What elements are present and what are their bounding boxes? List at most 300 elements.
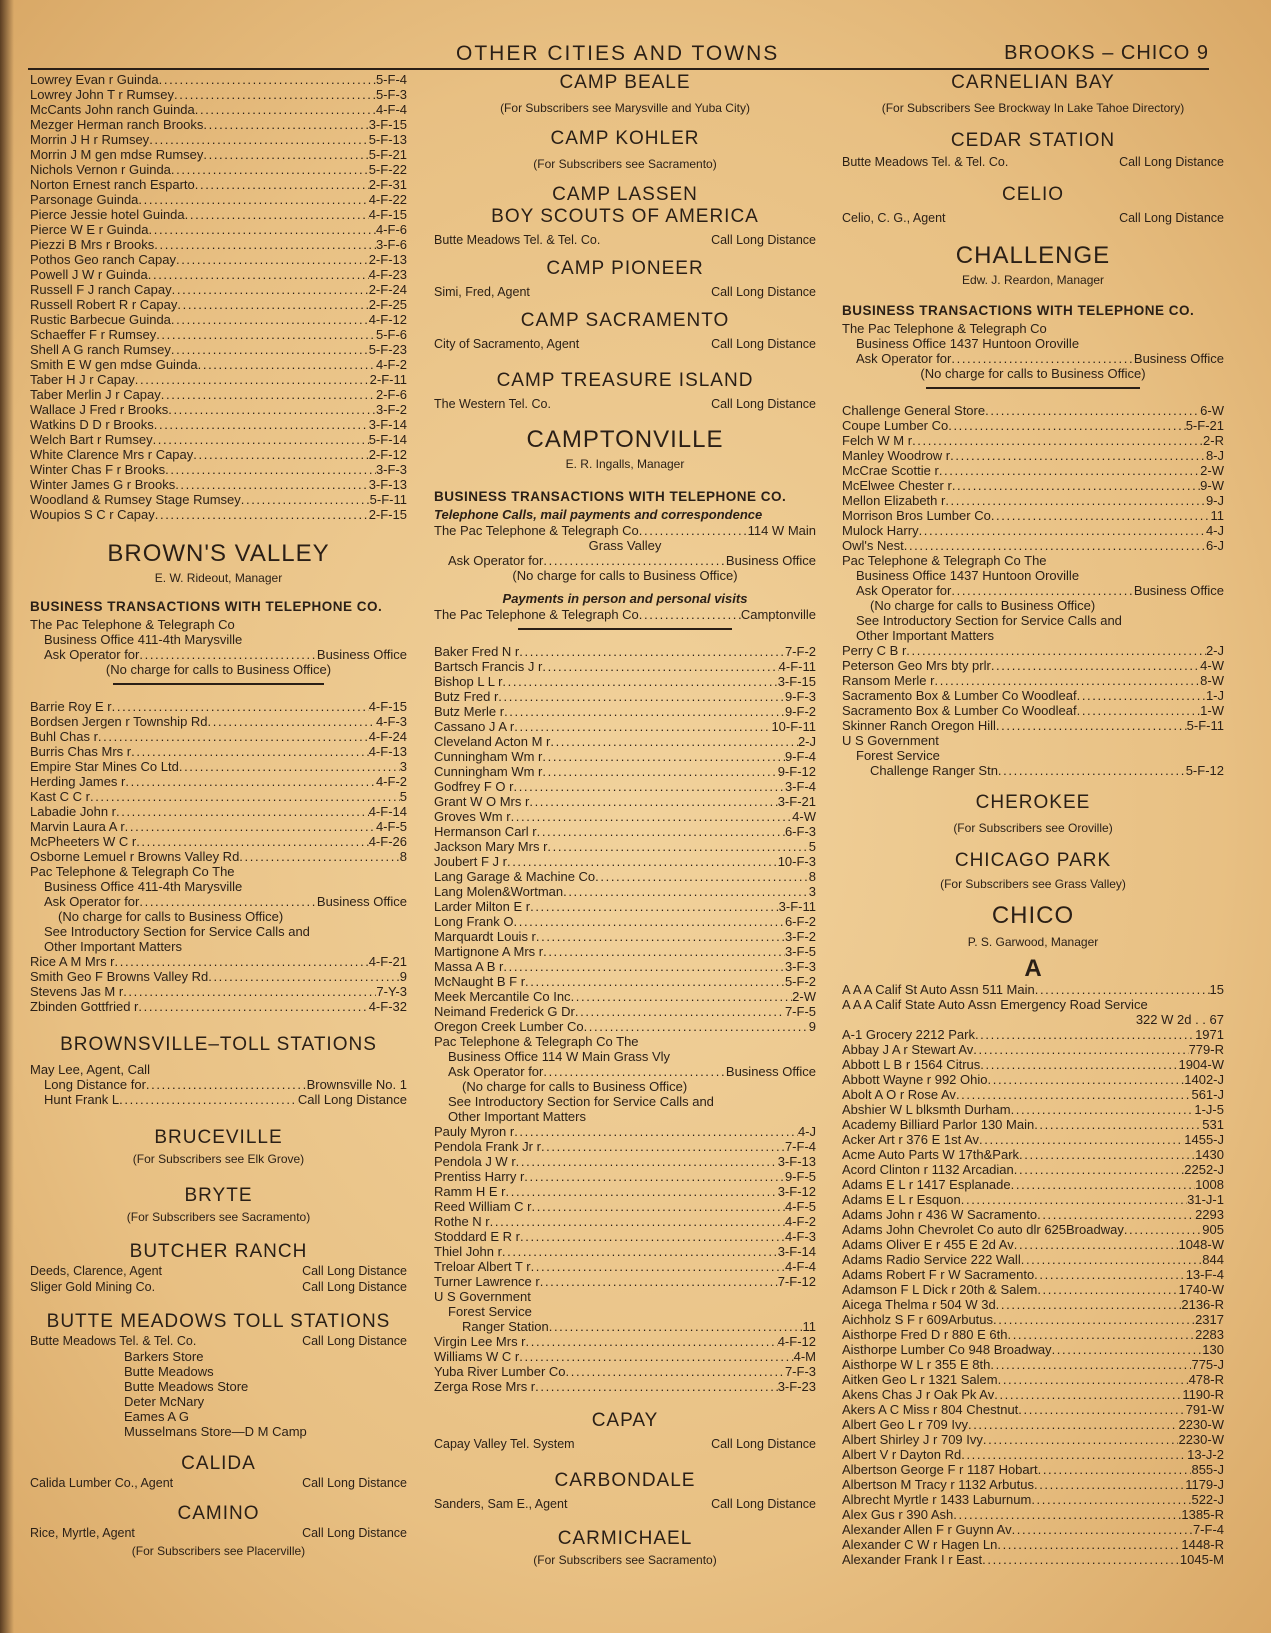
station-item: Barkers Store [124,1349,204,1364]
town-heading-challenge: CHALLENGE [955,242,1111,269]
listing-number: 5-F-22 [368,162,407,177]
listing-row [842,463,1224,478]
listing-row [434,1004,816,1019]
listing-row [434,1124,816,1139]
listing-row [842,433,1224,448]
listing-row [842,1372,1224,1387]
listing-number: 7-Y-3 [376,984,407,999]
listing-number: 4-F-6 [375,222,407,237]
listing-number: 3-F-2 [784,929,816,944]
listing-number: 2293 [1195,1207,1224,1222]
listing-name: Bordsen Jergen r Township Rd [30,714,208,729]
listing-row [842,643,1224,658]
ask-operator-row: Ask Operator for . . . Business Office [842,583,1224,598]
listing-number: 31-J-1 [1187,1192,1224,1207]
listing-number: 1008 [1195,1177,1224,1192]
listing-row [842,1327,1224,1342]
company-line: Pac Telephone & Telegraph Co The [434,1034,639,1049]
listing-number: 5-F-13 [368,132,407,147]
listing-row [434,1214,816,1229]
town-heading-brownsville: BROWNSVILLE–TOLL STATIONS [60,1034,377,1055]
listing-name: Aisthorpe Lumber Co 948 Broadway [842,1342,1052,1357]
listing-row [842,1297,1224,1312]
listing-row [842,1117,1224,1132]
leader-dots [195,177,369,192]
challenge-listings-2 [842,643,1224,733]
listing-row [434,1334,816,1349]
leader-dots [584,1019,809,1034]
listing-number: 4-F-15 [368,699,407,714]
company-row: The Pac Telephone & Telegraph Co . . . Camptonville [434,607,816,622]
leader-dots [131,744,369,759]
listing-name: Osborne Lemuel r Browns Valley Rd [30,849,240,864]
leader-dots [198,357,376,372]
header-page-range: BROOKS – CHICO 9 [1004,42,1209,64]
listing-row [842,1552,1224,1567]
divider [518,628,732,630]
listing-name: Adams John Chevrolet Co auto dlr 625Broadway [842,1222,1124,1237]
listing-name: Treloar Albert T r [434,1259,531,1274]
listing-row [434,869,816,884]
see-intro-line: Other Important Matters [44,939,182,954]
listing-name: Albert Geo L r 709 Ivy [842,1417,968,1432]
listing-row [30,804,407,819]
listing-name: Buhl Chas r [30,729,98,744]
listing-row [434,794,816,809]
listing-row [434,674,816,689]
letter-heading: A [1024,955,1042,982]
camptonville-listings-2 [434,1124,816,1289]
listing-number: 9-W [1200,478,1224,493]
listing-name: Joubert F J r [434,854,507,869]
leader-dots [149,132,369,147]
listing-number: 9 [399,969,407,984]
listing-row [842,1102,1224,1117]
listing-name: Taber Merlin J r Capay [30,387,161,402]
listing-row [434,749,816,764]
town-heading-camp-kohler: CAMP KOHLER [550,128,700,149]
listing-number: 3 [808,884,816,899]
leader-dots [939,463,1200,478]
listing-row [842,1387,1224,1402]
listing-row [30,402,407,417]
leader-dots [904,538,1206,553]
listing-row [30,147,407,162]
leader-dots [980,1057,1178,1072]
listing-name: Academy Billiard Parlor 130 Main [842,1117,1035,1132]
listing-name: Pierce W E r Guinda [30,222,149,237]
listing-name: Adams Radio Service 222 Wall [842,1252,1021,1267]
ask-operator-row: Ask Operator for . . . Business Office [30,894,407,909]
listing-number: 5-F-21 [368,147,407,162]
listing-row [30,969,407,984]
agent-row: The Western Tel. Co. Call Long Distance [434,397,816,411]
listing-row [434,914,816,929]
listing-row [434,809,816,824]
listing-number: 1-J [1205,688,1224,703]
listing-name: McCrae Scottie r [842,463,939,478]
listing-row [842,1447,1224,1462]
listing-row [30,462,407,477]
leader-dots [179,759,400,774]
listing-name: White Clarence Mrs r Capay [30,447,194,462]
subscriber-note: (For Subscribers see Oroville) [953,821,1113,835]
town-heading-bryte: BRYTE [184,1185,253,1206]
listing-number: 4-F-2 [375,357,407,372]
listing-number: 3-F-3 [375,462,407,477]
subscriber-note: (For Subscribers see Sacramento) [126,1210,311,1224]
subscriber-note: (For Subscribers See Brockway In Lake Tahoe Directory) [881,101,1185,115]
listing-number: 4-F-5 [375,819,407,834]
listing-name: Russell Robert R r Capay [30,297,178,312]
leader-dots [535,1379,778,1394]
leader-dots [1034,1117,1202,1132]
leader-dots [135,372,370,387]
listing-name: McNaught B F r [434,974,526,989]
subscriber-note: (For Subscribers see Elk Grove) [132,1152,305,1166]
listing-number: 5-F-2 [784,974,816,989]
listing-row [30,834,407,849]
listing-row [434,764,816,779]
no-charge-note: (No charge for calls to Business Office) [870,598,1096,613]
ask-operator-row: Ask Operator for . . . Business Office [30,647,407,662]
listing-name: Sacramento Box & Lumber Co Woodleaf [842,703,1077,718]
listing-number: 2252-J [1184,1162,1224,1177]
no-charge-note: (No charge for calls to Business Office) [105,662,332,677]
listing-number: 1740-W [1178,1282,1224,1297]
business-office-line: Business Office 411-4th Marysville [44,632,243,647]
agent-row: Rice, Myrtle, Agent Call Long Distance [30,1526,407,1540]
listing-number: 2-J [1205,643,1224,658]
leader-dots [116,804,369,819]
listing-number: 1455-J [1184,1132,1224,1147]
listing-row [842,1192,1224,1207]
listing-number: 1402-J [1184,1072,1224,1087]
listing-row [434,929,816,944]
leader-dots [945,493,1206,508]
listing-name: Rothe N r [434,1214,490,1229]
listing-row [434,899,816,914]
listing-name: Abbott L B r 1564 Citrus [842,1057,981,1072]
listing-number: 7-F-12 [777,1274,816,1289]
see-intro-line: Other Important Matters [448,1109,586,1124]
listing-name: Smith Geo F Browns Valley Rd [30,969,209,984]
leader-dots [507,854,778,869]
town-heading-camp-sacramento: CAMP SACRAMENTO [520,310,730,331]
leader-dots [563,884,809,899]
listing-row [434,989,816,1004]
listing-name: Adams E L r Esquon [842,1192,961,1207]
town-heading-camp-treasure-island: CAMP TREASURE ISLAND [496,370,754,391]
town-heading-chicago-park: CHICAGO PARK [954,850,1112,871]
listing-number: 4-F-23 [368,267,407,282]
leader-dots [156,327,376,342]
listing-row [30,207,407,222]
leader-dots [193,447,368,462]
station-item: Butte Meadows Store [124,1379,249,1394]
listing-number: 905 [1202,1222,1224,1237]
leader-dots [514,914,785,929]
listing-name: Acme Auto Parts W 17th&Park [842,1147,1020,1162]
leader-dots [961,1192,1187,1207]
listing-name: Smith E W gen mdse Guinda [30,357,198,372]
listing-name: Winter Chas F r Brooks [30,462,166,477]
listing-number: 3-F-23 [777,1379,816,1394]
leader-dots [973,1042,1188,1057]
listing-row [30,342,407,357]
leader-dots [112,699,369,714]
listing-row [842,703,1224,718]
listing-row [842,1237,1224,1252]
leader-dots [148,267,369,282]
page-header [28,38,1209,70]
listing-name: Mulock Harry [842,523,919,538]
listing-row [842,1417,1224,1432]
business-office-line: Business Office 411-4th Marysville [44,879,243,894]
listing-name: Williams W C r [434,1349,520,1364]
business-office-line: Business Office 114 W Main Grass Vly [448,1049,671,1064]
listing-number: 4-F-15 [368,207,407,222]
listing-name: Labadie John r [30,804,117,819]
leader-dots [161,387,376,402]
leader-dots [1037,1282,1178,1297]
listing-number: 4-F-11 [778,659,816,674]
listing-name: McElwee Chester r [842,478,952,493]
listing-number: 2-F-12 [368,447,407,462]
listing-row [842,1162,1224,1177]
listing-row [30,357,407,372]
listing-number: 1045-M [1179,1552,1224,1567]
listing-name: Pendola Frank Jr r [434,1139,541,1154]
listing-name: Norton Ernest ranch Esparto [30,177,195,192]
leader-dots [961,1447,1187,1462]
leader-dots [1077,703,1201,718]
leader-dots [1124,1222,1202,1237]
leader-dots [1011,1177,1195,1192]
listing-row [434,824,816,839]
listing-name: Mezger Herman ranch Brooks [30,117,204,132]
leader-dots [994,1387,1182,1402]
listing-number: 9 [808,1019,816,1034]
listing-row [30,297,407,312]
listing-name: Marvin Laura A r [30,819,125,834]
listing-name: Stevens Jas M r [30,984,124,999]
listing-name: Acord Clinton r 1132 Arcadian [842,1162,1014,1177]
leader-dots [159,72,376,87]
leader-dots [171,162,369,177]
listing-name: Aicega Thelma r 504 W 3d [842,1297,996,1312]
listing-name: Lang Garage & Machine Co [434,869,596,884]
listing-row [30,282,407,297]
leader-dots [991,508,1211,523]
town-heading-carmichael: CARMICHAEL [557,1528,693,1549]
listing-number: 13-J-2 [1187,1447,1224,1462]
listing-number: 3-F-6 [375,237,407,252]
listing-row [30,729,407,744]
ask-operator-row: Ask Operator for . . . Business Office [434,1064,816,1079]
listing-row [842,403,1224,418]
listing-name: Herding James r [30,774,126,789]
listing-row [30,699,407,714]
listing-row [30,984,407,999]
listing-number: 7-F-4 [784,1139,816,1154]
listing-number: 5-F-21 [1185,418,1224,433]
listing-row [30,417,407,432]
leader-dots [948,418,1185,433]
ranger-station-row: Challenge Ranger Stn . . . 5-F-12 [842,763,1224,778]
listing-name: Prentiss Harry r [434,1169,525,1184]
listing-number: 9-F-2 [784,704,816,719]
listing-number: 3-F-3 [784,959,816,974]
listing-name: Empire Star Mines Co Ltd [30,759,179,774]
leader-dots [1007,1327,1195,1342]
listing-number: 8-W [1200,673,1224,688]
listing-row [842,1507,1224,1522]
listing-number: 4-F-3 [375,714,407,729]
leader-dots [519,1349,793,1364]
subscriber-note: (For Subscribers see Sacramento) [533,157,717,171]
leader-dots [203,147,368,162]
leader-dots [171,342,369,357]
leader-dots [513,779,784,794]
listing-name: Oregon Creek Lumber Co [434,1019,584,1034]
listing-name: Massa A B r [434,959,504,974]
listing-name: Adams E L r 1417 Esplanade [842,1177,1011,1192]
leader-dots [502,1244,778,1259]
listing-name: Baker Fred N r [434,644,520,659]
no-charge-note: (No charge for calls to Business Office) [512,568,738,583]
leader-dots [520,1229,785,1244]
listing-name: Watkins D D r Brooks [30,417,154,432]
listing-row [30,507,407,522]
listing-name: Perry C B r [842,643,907,658]
leader-dots [952,478,1200,493]
listing-row [842,1207,1224,1222]
listing-row [842,1402,1224,1417]
town-heading-cedar-station: CEDAR STATION [950,130,1116,151]
listing-name: Akers A C Miss r 804 Chestnut [842,1402,1019,1417]
leader-dots [519,644,785,659]
town-heading-camino: CAMINO [177,1503,260,1524]
listing-row [30,372,407,387]
listing-number: 2-J [797,734,816,749]
listing-number: 2230-W [1178,1417,1224,1432]
town-heading-camp-lassen: CAMP LASSEN [552,184,698,205]
listing-name: Manley Woodrow r [842,448,951,463]
leader-dots [1038,1462,1192,1477]
town-heading-carbondale: CARBONDALE [554,1470,696,1491]
listing-name: Sacramento Box & Lumber Co Woodleaf [842,688,1077,703]
listing-name: Cunningham Wm r [434,764,543,779]
listing-number: 3 [399,759,407,774]
listing-name: Adamson F L Dick r 20th & Salem [842,1282,1038,1297]
challenge-listings [842,403,1224,553]
listing-row [842,1057,1224,1072]
listing-number: 561-J [1191,1087,1224,1102]
leader-dots [498,689,785,704]
leader-dots [90,789,400,804]
town-heading-cherokee: CHEROKEE [975,792,1091,813]
town-manager: E. W. Rideout, Manager [154,571,283,585]
town-heading-celio: CELIO [1001,184,1065,205]
leader-dots [168,402,376,417]
listing-name: Peterson Geo Mrs bty prlr [842,658,991,673]
listing-row [434,1199,816,1214]
listing-name: Turner Lawrence r [434,1274,540,1289]
listing-number: 4-F-22 [368,192,407,207]
listing-number: 2-F-13 [368,252,407,267]
agent-row: Butte Meadows Tel. & Tel. Co. Call Long Distance [434,233,816,247]
leader-dots [540,1274,778,1289]
leader-dots [524,1169,785,1184]
listing-number: 3-F-12 [777,1184,816,1199]
leader-dots [98,729,369,744]
listing-number: 1190-R [1182,1387,1224,1402]
see-intro-line: Other Important Matters [856,628,994,643]
listing-number: 5-F-11 [1186,718,1224,733]
leader-dots [550,734,798,749]
listing-row [842,1087,1224,1102]
listing-number: 7-F-2 [784,644,816,659]
listing-row: Hunt Frank L . . . Call Long Distance [30,1092,407,1107]
town-heading-capay: CAPAY [591,1410,659,1431]
listing-row [842,1147,1224,1162]
agent-row: Sanders, Sam E., Agent Call Long Distance [434,1497,816,1511]
leader-dots [177,297,368,312]
listing-name: Adams Robert F r W Sacramento [842,1267,1035,1282]
listing-row [842,1537,1224,1552]
listing-number: 2-F-31 [368,177,407,192]
leader-dots [153,432,369,447]
listing-name: Zbinden Gottfried r [30,999,139,1014]
town-heading-browns-valley: BROWN'S VALLEY [107,540,330,567]
listing-number: 5-F-14 [368,432,407,447]
listing-number: 2-W [792,989,816,1004]
listing-name: Taber H J r Capay [30,372,135,387]
leader-dots [149,222,376,237]
listing-row [842,688,1224,703]
listing-name: Burris Chas Mrs r [30,744,132,759]
forest-service-line: Forest Service [856,748,940,763]
agent-row: Calida Lumber Co., Agent Call Long Distance [30,1476,407,1490]
listing-number: 3-F-5 [784,944,816,959]
listing-number: 9-F-12 [777,764,816,779]
leader-dots [1014,1162,1185,1177]
leader-dots [575,1004,785,1019]
leader-dots [988,1072,1185,1087]
leader-dots [543,944,785,959]
listing-name: Winter James G r Brooks [30,477,176,492]
listing-name: Ransom Merle r [842,673,935,688]
listing-name: Cassano J A r [434,719,515,734]
agent-row: Simi, Fred, Agent Call Long Distance [434,285,816,299]
business-heading: BUSINESS TRANSACTIONS WITH TELEPHONE CO. [434,489,787,504]
listing-number: 1048-W [1178,1237,1224,1252]
leader-dots [571,989,793,1004]
leader-dots [516,1154,778,1169]
listing-number: 1179-J [1185,1477,1224,1492]
see-intro-line: See Introductory Section for Service Calls and [856,613,1122,628]
listing-row [30,102,407,117]
listing-name: Ramm H E r [434,1184,506,1199]
listing-number: 2-F-25 [368,297,407,312]
agent-line: May Lee, Agent, Call [30,1062,150,1077]
listing-address-line: 322 W 2d . . 67 [1135,1012,1224,1027]
company-line: Pac Telephone & Telegraph Co The [842,553,1047,568]
listing-name: Alex Gus r 390 Ash [842,1507,954,1522]
leader-dots [125,774,376,789]
listing-name: Shell A G ranch Rumsey [30,342,171,357]
